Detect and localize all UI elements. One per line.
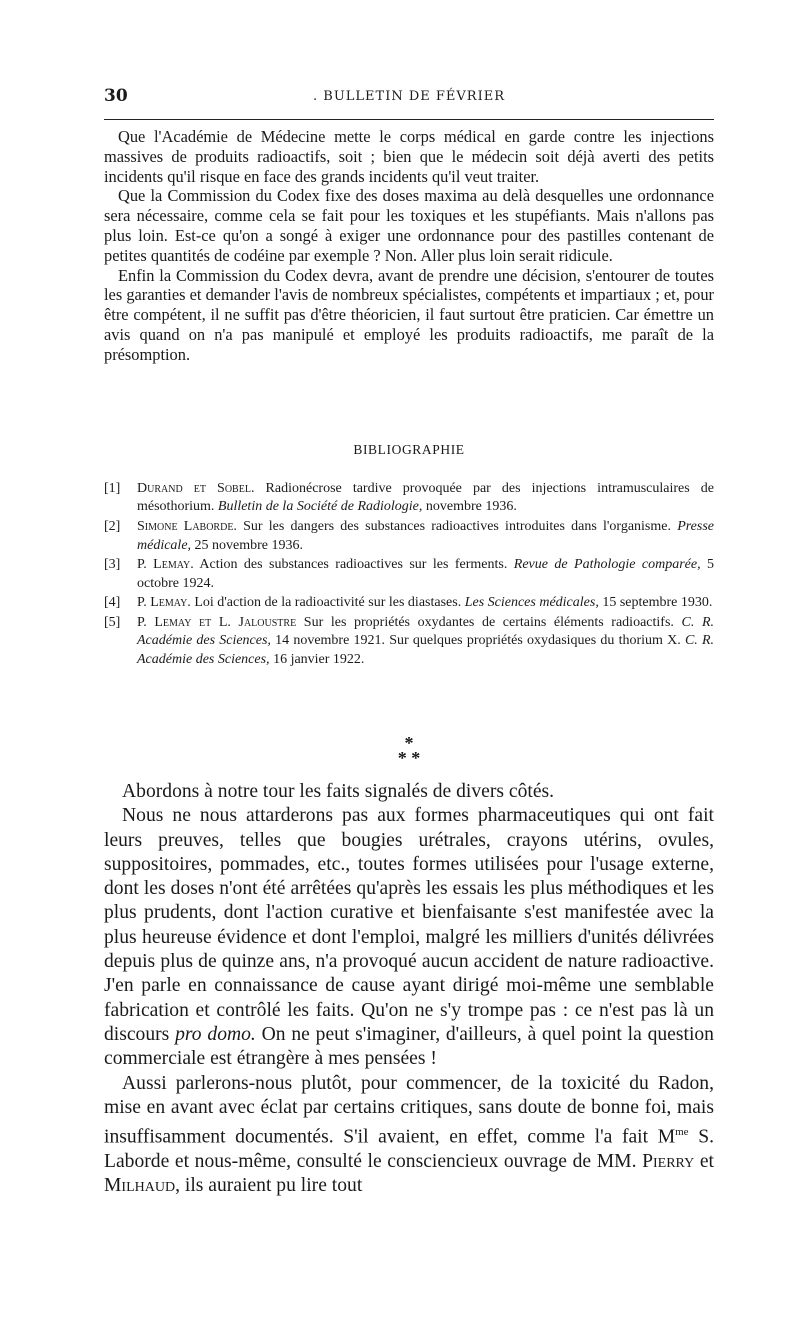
bibliography-item — [104, 480, 714, 517]
bibliography-item — [104, 614, 714, 669]
ref-date: 14 novembre 1921. — [275, 633, 386, 649]
ref-authors: P. Lemay. — [137, 595, 191, 611]
ref-authors: P. Lemay. — [137, 557, 194, 573]
ref-source: C. R. Académie des Sciences, — [137, 615, 714, 649]
ref-date: 25 novembre 1936. — [194, 537, 304, 553]
bibliography-item — [104, 556, 714, 593]
italic-phrase: pro domo. — [175, 1023, 256, 1045]
page-number: 30 — [104, 86, 128, 106]
ref-number: [3] — [104, 557, 121, 573]
ref-source: C. R. Académie des Sciences, — [137, 633, 715, 667]
ref-source: Bulletin de la Société de Radiologie, — [217, 499, 423, 515]
paragraph — [104, 1072, 714, 1199]
ref-number: [5] — [104, 615, 121, 631]
ref-authors: Durand et Sobel. — [137, 481, 255, 496]
honorific: M — [657, 1126, 676, 1148]
ref-authors: P. Lemay et L. Jaloustre — [137, 615, 297, 631]
paragraph: Abordons à notre tour les faits signalés de divers côtés. — [122, 781, 555, 802]
bibliography-list — [104, 480, 714, 671]
ref-date: 15 septembre 1930. — [602, 595, 713, 611]
ref-title: Loi d'action de la radioactivité sur les diastases. — [194, 595, 462, 611]
ref-source: Les Sciences médicales, — [464, 595, 599, 611]
ref-authors: Simone Laborde. — [137, 519, 237, 535]
ref-date: 5 octobre 1924. — [137, 557, 714, 591]
ref-source: Revue de Pathologie comparée, — [513, 557, 701, 573]
intro-paragraphs — [104, 127, 714, 365]
honorific-superscript: me — [675, 1126, 689, 1139]
paragraph — [104, 804, 714, 1071]
ref-title: Sur les propriétés oxydantes de certains éléments radioactifs. — [303, 615, 674, 631]
main-paragraphs — [104, 780, 714, 1199]
ref-title: Sur les dangers des substances radioactives introduites dans l'organisme. — [243, 519, 671, 535]
header-rule — [104, 119, 714, 120]
paragraph: Enfin la Commission du Codex devra, avant de prendre une décision, s'entourer de toutes les garanties et demander l'avis de nombreux spécialistes, compétents et impartiaux ; et, pour être compétent, il ne suffit pas d'être théoricien, il faut surtout être praticien. Car émettre un avis quand on n'a pas manipulé et employé les produits radioactifs, me paraît de la présomption. — [104, 265, 714, 364]
ref-number: [1] — [104, 481, 121, 496]
paragraph-text: et — [699, 1150, 714, 1172]
ref-title: Action des substances radioactives sur les ferments. — [199, 557, 508, 573]
author-name: Milhaud, — [104, 1175, 180, 1197]
paragraph-text: S. Laborde et nous-même, consulté le consciencieux ouvrage de MM. — [104, 1126, 714, 1172]
ref-number: [2] — [104, 519, 121, 535]
paragraph-text: On ne peut s'imaginer, d'ailleurs, à quel point la question commerciale est étrangère à mes pensées ! — [104, 1023, 714, 1070]
ref-number: [4] — [104, 595, 121, 611]
asterism-separator — [104, 733, 714, 768]
paragraph: Que l'Académie de Médecine mette le corps médical en garde contre les injections massives de produits radioactifs, soit ; bien que le médecin soit déjà averti des petits incidents qu'il risque en face des grands incidents qu'il veut traiter. — [104, 127, 714, 186]
paragraph: Que la Commission du Codex fixe des doses maxima au delà desquelles une ordonnance sera nécessaire, comme cela se fait pour les toxiques et les stupéfiants. Mais n'allons pas plus loin. Est-ce qu'on a songé à exiger une ordonnance pour des pastilles contenant de petites quantités de codéine par exemple ? Non. Aller plus loin serait ridicule. — [104, 186, 714, 265]
bibliography-title: BIBLIOGRAPHIE — [353, 442, 465, 457]
bibliography-item — [104, 518, 714, 555]
paragraph-text: Nous ne nous attarderons pas aux formes pharmaceutiques qui ont fait leurs preuves, telles que bougies urétrales, crayons utérins, ovules, suppositoires, pommades, etc., toutes formes utilisées pour l'usage externe, dont les doses n'ont été arrêtées qu'après les essais les plus méthodiques et les plus prudents, dont l'action curative et bienfaisante s'est manifestée avec la plus heureuse évidence et dont l'emploi, malgré les milliers d'unités délivrées depuis plus de quinze ans, n'a provoqué aucun accident de nature radioactive. J'en parle en connaissance de cause ayant dirigé moi-même une semblable fabrication et contrôlé les faits. Qu'on ne s'y trompe pas : ce n'est pas là un discours — [104, 805, 714, 1045]
author-name: Pierry — [642, 1150, 695, 1172]
asterism-bottom: * * — [397, 748, 421, 768]
page-header — [104, 86, 714, 110]
ref-date: novembre 1936. — [425, 499, 517, 515]
asterism-top: * — [404, 733, 414, 753]
ref-date: 16 janvier 1922. — [273, 651, 365, 667]
ref-title: Radionécrose tardive provoquée par des injections intramusculaires de mésothorium. — [137, 481, 715, 515]
running-head: . BULLETIN DE FÉVRIER — [313, 89, 505, 104]
paragraph-text: Aussi parlerons-nous plutôt, pour commencer, de la toxicité du Radon, mise en avant avec éclat par certains critiques, sans doute de bonne foi, mais insuffisamment documentés. S'il avaient, en effet, comme l'a fait — [104, 1072, 714, 1148]
ref-title: Sur quelques propriétés oxydasiques du thorium X. — [389, 633, 681, 649]
ref-source: Presse médicale, — [137, 519, 715, 553]
paragraph-text: ils auraient pu lire tout — [184, 1175, 363, 1197]
bibliography-item — [104, 594, 714, 612]
